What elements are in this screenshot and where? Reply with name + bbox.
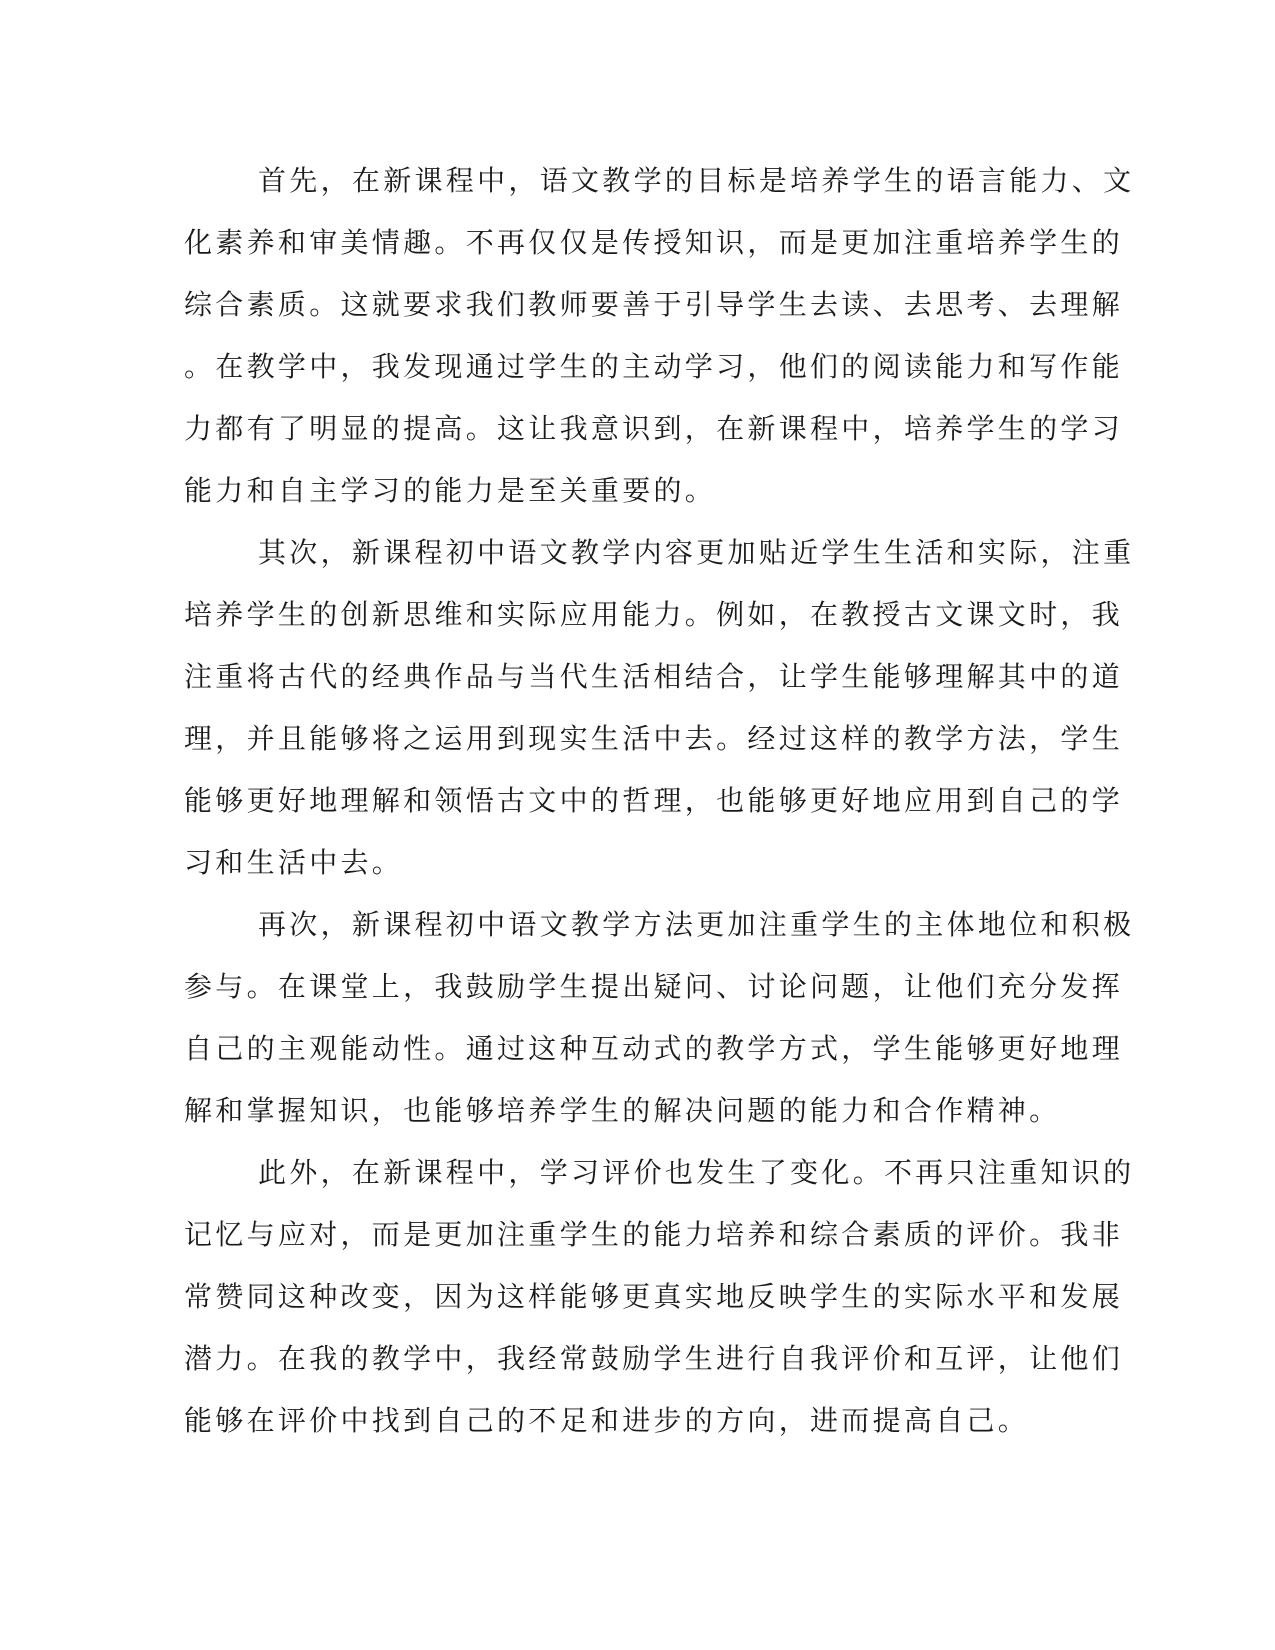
paragraph-line: 。在教学中，我发现通过学生的主动学习，他们的阅读能力和写作能 xyxy=(184,350,1124,383)
paragraph-line: 再次，新课程初中语文教学方法更加注重学生的主体地位和积极 xyxy=(258,908,1135,941)
paragraph-line: 解和掌握知识，也能够培养学生的解决问题的能力和合作精神。 xyxy=(184,1094,1061,1127)
paragraph-line: 培养学生的创新思维和实际应用能力。例如，在教授古文课文时，我 xyxy=(184,598,1124,631)
paragraph-3 xyxy=(184,894,1135,1142)
paragraph-line: 记忆与应对，而是更加注重学生的能力培养和综合素质的评价。我非 xyxy=(184,1218,1124,1251)
paragraph-line: 能力和自主学习的能力是至关重要的。 xyxy=(184,474,717,507)
paragraph-line: 常赞同这种改变，因为这样能够更真实地反映学生的实际水平和发展 xyxy=(184,1280,1124,1313)
paragraph-line: 此外，在新课程中，学习评价也发生了变化。不再只注重知识的 xyxy=(258,1156,1135,1189)
paragraph-line: 习和生活中去。 xyxy=(184,846,404,879)
paragraph-line: 化素养和审美情趣。不再仅仅是传授知识，而是更加注重培养学生的 xyxy=(184,226,1124,259)
paragraph-line: 能够更好地理解和领悟古文中的哲理，也能够更好地应用到自己的学 xyxy=(184,784,1124,817)
paragraph-1 xyxy=(184,150,1135,522)
paragraph-line: 潜力。在我的教学中，我经常鼓励学生进行自我评价和互评，让他们 xyxy=(184,1342,1124,1375)
paragraph-line: 自己的主观能动性。通过这种互动式的教学方式，学生能够更好地理 xyxy=(184,1032,1124,1065)
paragraph-line: 参与。在课堂上，我鼓励学生提出疑问、讨论问题，让他们充分发挥 xyxy=(184,970,1124,1003)
paragraph-line: 力都有了明显的提高。这让我意识到，在新课程中，培养学生的学习 xyxy=(184,412,1124,445)
paragraph-line: 首先，在新课程中，语文教学的目标是培养学生的语言能力、文 xyxy=(258,164,1135,197)
paragraph-line: 其次，新课程初中语文教学内容更加贴近学生生活和实际，注重 xyxy=(258,536,1135,569)
paragraph-2 xyxy=(184,522,1135,894)
paragraph-line: 注重将古代的经典作品与当代生活相结合，让学生能够理解其中的道 xyxy=(184,660,1124,693)
paragraph-line: 理，并且能够将之运用到现实生活中去。经过这样的教学方法，学生 xyxy=(184,722,1124,755)
paragraph-line: 综合素质。这就要求我们教师要善于引导学生去读、去思考、去理解 xyxy=(184,288,1124,321)
paragraph-4 xyxy=(184,1142,1135,1452)
document-body xyxy=(184,150,1135,1452)
paragraph-line: 能够在评价中找到自己的不足和进步的方向，进而提高自己。 xyxy=(184,1404,1030,1437)
